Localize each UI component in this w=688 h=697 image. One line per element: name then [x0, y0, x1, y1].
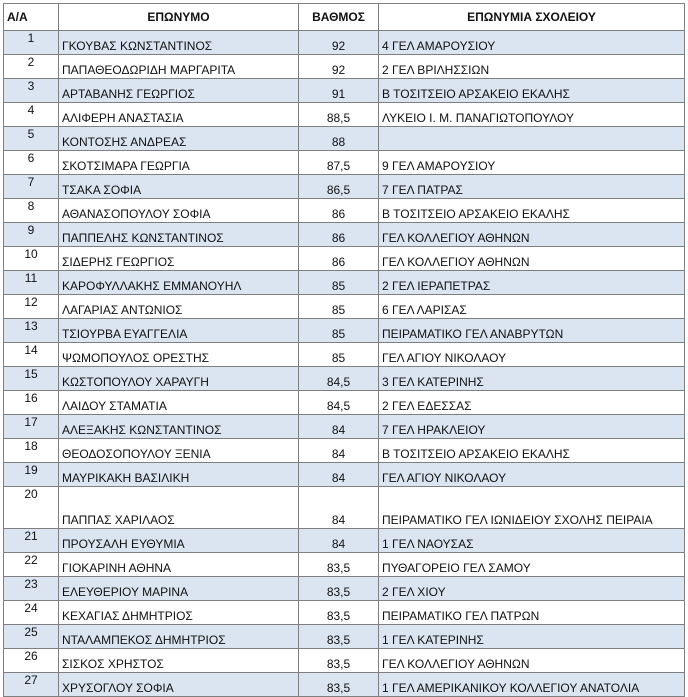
cell-grade: 85 — [299, 295, 379, 319]
cell-name: ΘΕΟΔΟΣΟΠΟΥΛΟΥ ΞΕΝΙΑ — [59, 439, 299, 463]
cell-name: ΝΤΑΛΑΜΠΕΚΟΣ ΔΗΜΗΤΡΙΟΣ — [59, 625, 299, 649]
table-row — [4, 391, 685, 415]
table-body — [4, 31, 685, 697]
table-row — [4, 649, 685, 673]
cell-school: ΠΥΘΑΓΟΡΕΙΟ ΓΕΛ ΣΑΜΟΥ — [379, 553, 685, 577]
cell-grade: 92 — [299, 55, 379, 79]
cell-aa: 12 — [4, 295, 59, 319]
cell-aa: 3 — [4, 79, 59, 103]
cell-grade: 83,5 — [299, 553, 379, 577]
cell-grade: 84 — [299, 487, 379, 529]
table-row — [4, 415, 685, 439]
cell-name: ΑΛΕΞΑΚΗΣ ΚΩΝΣΤΑΝΤΙΝΟΣ — [59, 415, 299, 439]
cell-school: ΓΕΛ ΑΓΙΟΥ ΝΙΚΟΛΑΟΥ — [379, 343, 685, 367]
cell-name: ΠΑΠΠΑΣ ΧΑΡΙΛΑΟΣ — [59, 487, 299, 529]
cell-name: ΨΩΜΟΠΟΥΛΟΣ ΟΡΕΣΤΗΣ — [59, 343, 299, 367]
cell-aa: 22 — [4, 553, 59, 577]
cell-school: ΠΕΙΡΑΜΑΤΙΚΟ ΓΕΛ ΠΑΤΡΩΝ — [379, 601, 685, 625]
table-row — [4, 127, 685, 151]
cell-aa: 7 — [4, 175, 59, 199]
cell-name: ΚΩΣΤΟΠΟΥΛΟΥ ΧΑΡΑΥΓΗ — [59, 367, 299, 391]
cell-school: 2 ΓΕΛ ΕΔΕΣΣΑΣ — [379, 391, 685, 415]
cell-grade: 87,5 — [299, 151, 379, 175]
cell-grade: 84 — [299, 415, 379, 439]
cell-name: ΜΑΥΡΙΚΑΚΗ ΒΑΣΙΛΙΚΗ — [59, 463, 299, 487]
cell-name: ΣΚΟΤΣΙΜΑΡΑ ΓΕΩΡΓΙΑ — [59, 151, 299, 175]
header-row — [4, 4, 685, 31]
cell-school: 7 ΓΕΛ ΠΑΤΡΑΣ — [379, 175, 685, 199]
cell-grade: 84 — [299, 463, 379, 487]
cell-name: ΠΑΠΠΕΛΗΣ ΚΩΝΣΤΑΝΤΙΝΟΣ — [59, 223, 299, 247]
cell-name: ΚΟΝΤΟΣΗΣ ΑΝΔΡΕΑΣ — [59, 127, 299, 151]
cell-aa: 13 — [4, 319, 59, 343]
cell-grade: 86 — [299, 199, 379, 223]
cell-grade: 92 — [299, 31, 379, 55]
column-header-school: ΕΠΩΝΥΜΙΑ ΣΧΟΛΕΙΟΥ — [379, 4, 685, 31]
cell-school: 3 ΓΕΛ ΚΑΤΕΡΙΝΗΣ — [379, 367, 685, 391]
cell-aa: 23 — [4, 577, 59, 601]
cell-name: ΤΣΑΚΑ ΣΟΦΙΑ — [59, 175, 299, 199]
cell-name: ΠΡΟΥΣΑΛΗ ΕΥΘΥΜΙΑ — [59, 529, 299, 553]
cell-aa: 4 — [4, 103, 59, 127]
column-header-name: ΕΠΩΝΥΜΟ — [59, 4, 299, 31]
cell-aa: 9 — [4, 223, 59, 247]
cell-aa: 16 — [4, 391, 59, 415]
cell-grade: 91 — [299, 79, 379, 103]
table-header — [4, 4, 685, 31]
cell-name: ΣΙΣΚΟΣ ΧΡΗΣΤΟΣ — [59, 649, 299, 673]
cell-school: 1 ΓΕΛ ΝΑΟΥΣΑΣ — [379, 529, 685, 553]
cell-grade: 85 — [299, 319, 379, 343]
cell-aa: 6 — [4, 151, 59, 175]
cell-name: ΑΘΑΝΑΣΟΠΟΥΛΟΥ ΣΟΦΙΑ — [59, 199, 299, 223]
cell-name: ΕΛΕΥΘΕΡΙΟΥ ΜΑΡΙΝΑ — [59, 577, 299, 601]
cell-grade: 83,5 — [299, 625, 379, 649]
table-row — [4, 223, 685, 247]
cell-school: 2 ΓΕΛ ΙΕΡΑΠΕΤΡΑΣ — [379, 271, 685, 295]
table-row — [4, 79, 685, 103]
cell-grade: 85 — [299, 271, 379, 295]
cell-name: ΛΑΙΔΟΥ ΣΤΑΜΑΤΙΑ — [59, 391, 299, 415]
table-row — [4, 343, 685, 367]
cell-grade: 83,5 — [299, 601, 379, 625]
cell-grade: 86 — [299, 223, 379, 247]
cell-school: ΓΕΛ ΚΟΛΛΕΓΙΟΥ ΑΘΗΝΩΝ — [379, 223, 685, 247]
cell-grade: 84 — [299, 529, 379, 553]
cell-school: 6 ΓΕΛ ΛΑΡΙΣΑΣ — [379, 295, 685, 319]
cell-aa: 10 — [4, 247, 59, 271]
table-row — [4, 151, 685, 175]
cell-school: 1 ΓΕΛ ΑΜΕΡΙΚΑΝΙΚΟΥ ΚΟΛΛΕΓΙΟΥ ΑΝΑΤΟΛΙΑ — [379, 673, 685, 697]
table-row — [4, 175, 685, 199]
cell-name: ΤΣΙΟΥΡΒΑ ΕΥΑΓΓΕΛΙΑ — [59, 319, 299, 343]
cell-aa: 26 — [4, 649, 59, 673]
cell-name: ΑΡΤΑΒΑΝΗΣ ΓΕΩΡΓΙΟΣ — [59, 79, 299, 103]
cell-grade: 85 — [299, 343, 379, 367]
cell-school: 2 ΓΕΛ ΒΡΙΛΗΣΣΙΩΝ — [379, 55, 685, 79]
cell-aa: 17 — [4, 415, 59, 439]
table-row — [4, 55, 685, 79]
cell-name: ΑΛΙΦΕΡΗ ΑΝΑΣΤΑΣΙΑ — [59, 103, 299, 127]
cell-school: ΛΥΚΕΙΟ Ι. Μ. ΠΑΝΑΓΙΩΤΟΠΟΥΛΟΥ — [379, 103, 685, 127]
table-row — [4, 463, 685, 487]
cell-name: ΚΕΧΑΓΙΑΣ ΔΗΜΗΤΡΙΟΣ — [59, 601, 299, 625]
cell-grade: 83,5 — [299, 673, 379, 697]
table-row — [4, 577, 685, 601]
table-row — [4, 199, 685, 223]
cell-school: 9 ΓΕΛ ΑΜΑΡΟΥΣΙΟΥ — [379, 151, 685, 175]
table-row — [4, 625, 685, 649]
cell-aa: 18 — [4, 439, 59, 463]
cell-name: ΓΚΟΥΒΑΣ ΚΩΝΣΤΑΝΤΙΝΟΣ — [59, 31, 299, 55]
cell-school: ΠΕΙΡΑΜΑΤΙΚΟ ΓΕΛ ΙΩΝΙΔΕΙΟΥ ΣΧΟΛΗΣ ΠΕΙΡΑΙΑ — [379, 487, 685, 529]
cell-name: ΚΑΡΟΦΥΛΛΑΚΗΣ ΕΜΜΑΝΟΥΗΛ — [59, 271, 299, 295]
cell-grade: 84 — [299, 439, 379, 463]
cell-grade: 88 — [299, 127, 379, 151]
table-row — [4, 367, 685, 391]
table-row — [4, 529, 685, 553]
cell-school: ΓΕΛ ΚΟΛΛΕΓΙΟΥ ΑΘΗΝΩΝ — [379, 649, 685, 673]
cell-aa: 15 — [4, 367, 59, 391]
column-header-grade: ΒΑΘΜΟΣ — [299, 4, 379, 31]
cell-aa: 20 — [4, 487, 59, 529]
cell-school: Β ΤΟΣΙΤΣΕΙΟ ΑΡΣΑΚΕΙΟ ΕΚΑΛΗΣ — [379, 439, 685, 463]
cell-aa: 5 — [4, 127, 59, 151]
cell-school: 7 ΓΕΛ ΗΡΑΚΛΕΙΟΥ — [379, 415, 685, 439]
table-row — [4, 103, 685, 127]
cell-grade: 83,5 — [299, 649, 379, 673]
results-table — [3, 3, 685, 697]
cell-school: 4 ΓΕΛ ΑΜΑΡΟΥΣΙΟΥ — [379, 31, 685, 55]
table-row — [4, 31, 685, 55]
cell-aa: 19 — [4, 463, 59, 487]
cell-grade: 84,5 — [299, 391, 379, 415]
cell-school — [379, 127, 685, 151]
cell-aa: 27 — [4, 673, 59, 697]
table-row — [4, 319, 685, 343]
cell-aa: 21 — [4, 529, 59, 553]
table-row — [4, 673, 685, 697]
cell-grade: 84,5 — [299, 367, 379, 391]
cell-name: ΣΙΔΕΡΗΣ ΓΕΩΡΓΙΟΣ — [59, 247, 299, 271]
table-row — [4, 553, 685, 577]
cell-school: ΓΕΛ ΚΟΛΛΕΓΙΟΥ ΑΘΗΝΩΝ — [379, 247, 685, 271]
cell-aa: 24 — [4, 601, 59, 625]
cell-school: 1 ΓΕΛ ΚΑΤΕΡΙΝΗΣ — [379, 625, 685, 649]
cell-aa: 25 — [4, 625, 59, 649]
cell-aa: 1 — [4, 31, 59, 55]
table-row — [4, 247, 685, 271]
table-row — [4, 295, 685, 319]
cell-aa: 2 — [4, 55, 59, 79]
cell-school: Β ΤΟΣΙΤΣΕΙΟ ΑΡΣΑΚΕΙΟ ΕΚΑΛΗΣ — [379, 199, 685, 223]
cell-name: ΧΡΥΣΟΓΛΟΥ ΣΟΦΙΑ — [59, 673, 299, 697]
cell-school: Β ΤΟΣΙΤΣΕΙΟ ΑΡΣΑΚΕΙΟ ΕΚΑΛΗΣ — [379, 79, 685, 103]
cell-name: ΠΑΠΑΘΕΟΔΩΡΙΔΗ ΜΑΡΓΑΡΙΤΑ — [59, 55, 299, 79]
cell-grade: 86,5 — [299, 175, 379, 199]
cell-name: ΓΙΟΚΑΡΙΝΗ ΑΘΗΝΑ — [59, 553, 299, 577]
table-row — [4, 487, 685, 529]
cell-aa: 11 — [4, 271, 59, 295]
column-header-aa: Α/Α — [4, 4, 59, 31]
cell-aa: 14 — [4, 343, 59, 367]
cell-grade: 88,5 — [299, 103, 379, 127]
cell-school: 2 ΓΕΛ ΧΙΟΥ — [379, 577, 685, 601]
cell-name: ΛΑΓΑΡΙΑΣ ΑΝΤΩΝΙΟΣ — [59, 295, 299, 319]
cell-grade: 83,5 — [299, 577, 379, 601]
cell-grade: 86 — [299, 247, 379, 271]
cell-aa: 8 — [4, 199, 59, 223]
cell-school: ΠΕΙΡΑΜΑΤΙΚΟ ΓΕΛ ΑΝΑΒΡΥΤΩΝ — [379, 319, 685, 343]
table-row — [4, 439, 685, 463]
table-row — [4, 601, 685, 625]
cell-school: ΓΕΛ ΑΓΙΟΥ ΝΙΚΟΛΑΟΥ — [379, 463, 685, 487]
table-row — [4, 271, 685, 295]
